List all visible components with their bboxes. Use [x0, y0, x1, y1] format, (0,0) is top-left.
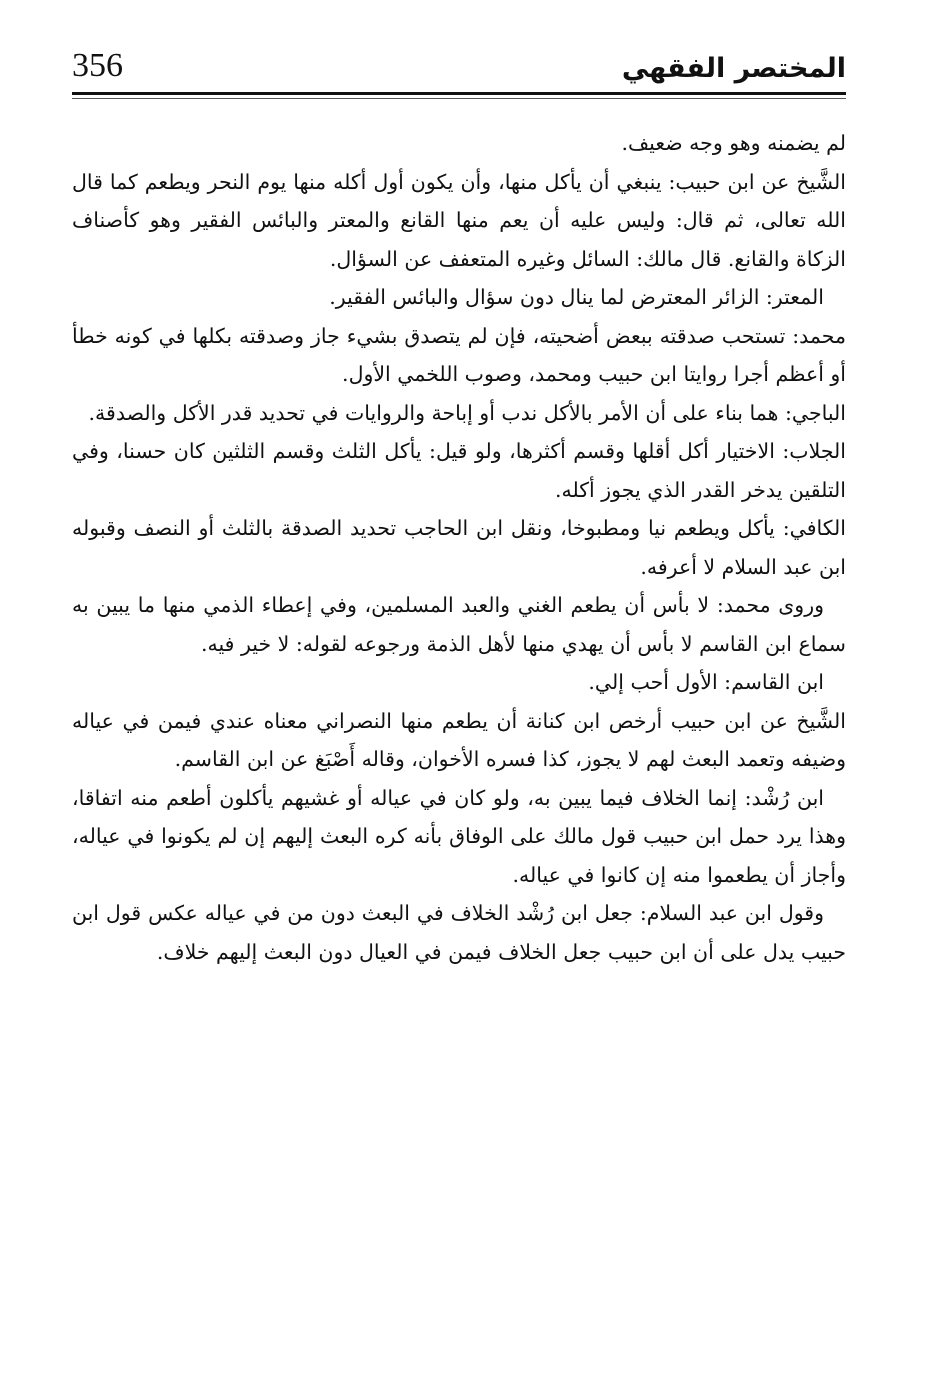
paragraph-9: ابن القاسم: الأول أحب إلي.	[588, 670, 824, 694]
book-title: المختصر الفقهي	[621, 53, 846, 84]
paragraph-3: المعتر: الزائر المعترض لما ينال دون سؤال والبائس الفقير.	[329, 285, 824, 309]
paragraph-5: الباجي: هما بناء على أن الأمر بالأكل ندب أو إباحة والروايات في تحديد قدر الأكل والصدقة.	[88, 400, 846, 425]
paragraph-11: ابن رُشْد: إنما الخلاف فيما يبين به، ولو كان في عياله أو غشيهم يأكلون أطعم منه اتفاقا، وهذا يرد حمل ابن حبيب قول مالك على الوفاق بأنه كره البعث إليهم إن لم يكونوا في عياله، وأجاز أن يطعموا منه إن كانوا في عياله.	[72, 785, 846, 887]
paragraph-6: الجلاب: الاختيار أكل أقلها وقسم أكثرها، ولو قيل: يأكل الثلث وقسم الثلثين كان حسنا، وفي التلقين يدخر القدر الذي يجوز أكله.	[72, 439, 846, 502]
paragraph-2: الشَّيخ عن ابن حبيب: ينبغي أن يأكل منها، وأن يكون أول أكله منها يوم النحر ويطعم كما قال الله تعالى، ثم قال: وليس عليه أن يعم منها القانع والمعتر والبائس الفقير وهو كأصناف الزكاة والقانع. قال مالك: السائل وغيره المتعفف عن السؤال.	[72, 169, 846, 271]
paragraph-7: الكافي: يأكل ويطعم نيا ومطبوخا، ونقل ابن الحاجب تحديد الصدقة بالثلث أو النصف وقبوله ابن عبد السلام لا أعرفه.	[72, 516, 846, 579]
page-number: 356	[72, 47, 123, 84]
paragraph-1: لم يضمنه وهو وجه ضعيف.	[621, 131, 846, 155]
page-header	[72, 40, 846, 98]
paragraph-10: الشَّيخ عن ابن حبيب أرخص ابن كنانة أن يطعم منها النصراني معناه عندي فيمن في عياله وضيفه وتعمد البعث لهم لا يجوز، كذا فسره الأخوان، وقاله أَصْبَغ عن ابن القاسم.	[72, 708, 846, 771]
header-rule-thin	[72, 98, 846, 99]
text-body	[72, 124, 846, 971]
paragraph-12: وقول ابن عبد السلام: جعل ابن رُشْد الخلاف في البعث دون من في عياله عكس قول ابن حبيب يدل على أن ابن حبيب جعل الخلاف فيمن في العيال دون البعث إليهم خلاف.	[72, 901, 846, 964]
header-rule-thick	[72, 92, 846, 95]
paragraph-8: وروى محمد: لا بأس أن يطعم الغني والعبد المسلمين، وفي إعطاء الذمي منها ما يبين به سماع ابن القاسم لا بأس أن يهدي منها لأهل الذمة ورجوعه لقوله: لا خير فيه.	[72, 593, 846, 656]
paragraph-4: محمد: تستحب صدقته ببعض أضحيته، فإن لم يتصدق بشيء جاز وصدقته بكلها في كونه خطأ أو أعظم أجرا روايتا ابن حبيب ومحمد، وصوب اللخمي الأول.	[72, 323, 846, 386]
